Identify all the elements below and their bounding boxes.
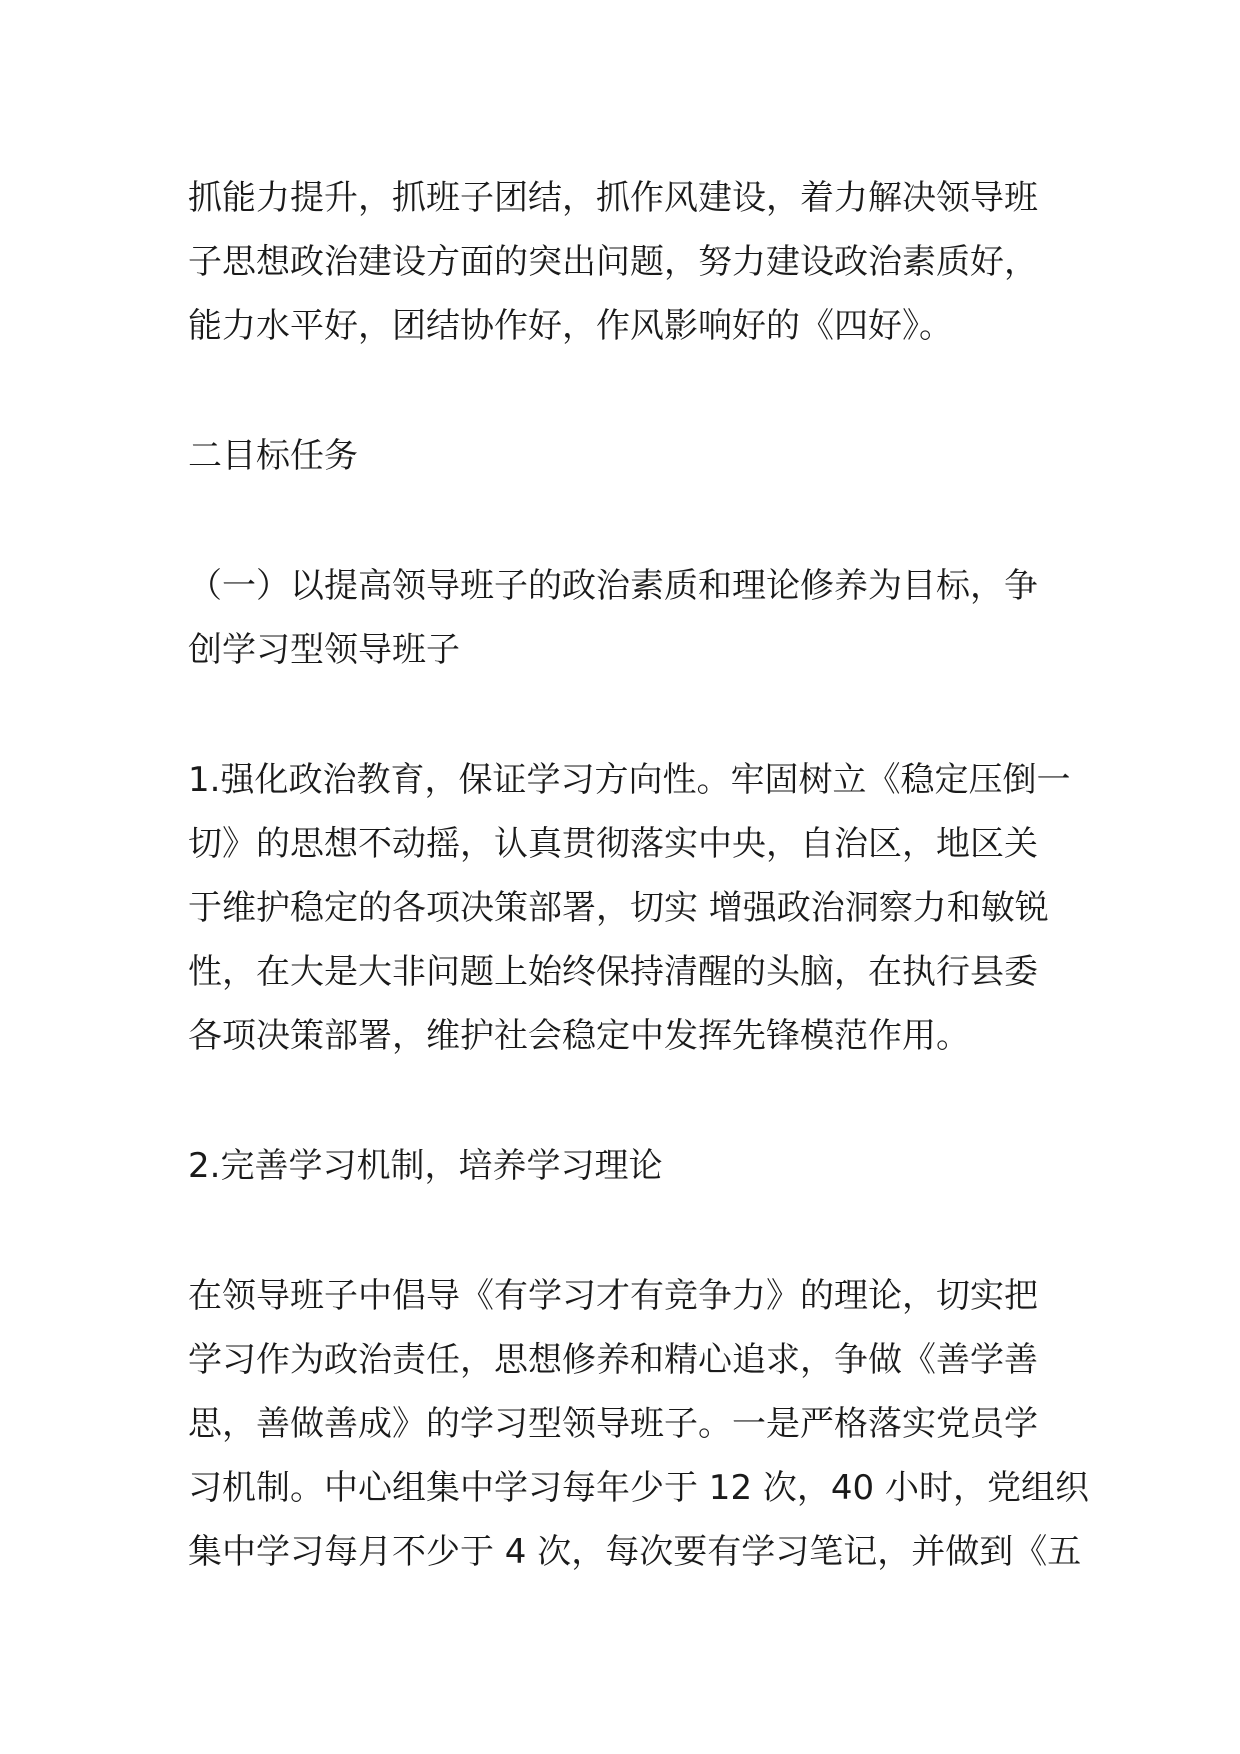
item-2-heading — [188, 1134, 1060, 1198]
item-1-paragraph — [188, 748, 1071, 1068]
text-line: 创学习型领导班子 — [188, 630, 460, 670]
document-body — [188, 166, 1089, 1584]
heading-line: 二目标任务 — [188, 436, 358, 476]
heading-line: 2.完善学习机制，培养学习理论 — [188, 1146, 663, 1186]
text-line: 习机制。中心组集中学习每年少于 12 次，40 小时，党组织 — [188, 1468, 1089, 1508]
text-line: 能力水平好，团结协作好，作风影响好的《四好》。 — [188, 306, 953, 346]
intro-paragraph — [188, 166, 1060, 358]
text-line: 子思想政治建设方面的突出问题，努力建设政治素质好， — [188, 242, 1038, 282]
text-line: 抓能力提升，抓班子团结，抓作风建设，着力解决领导班 — [188, 178, 1038, 218]
subsection-heading — [188, 554, 1060, 682]
text-line: 思，善做善成》的学习型领导班子。一是严格落实党员学 — [188, 1404, 1038, 1444]
section-heading — [188, 424, 1060, 488]
text-line: 1.强化政治教育，保证学习方向性。牢固树立《稳定压倒一 — [188, 760, 1071, 800]
text-line: 于维护稳定的各项决策部署，切实 增强政治洞察力和敏锐 — [188, 888, 1049, 928]
text-line: 学习作为政治责任，思想修养和精心追求，争做《善学善 — [188, 1340, 1038, 1380]
text-line: （一）以提高领导班子的政治素质和理论修养为目标，争 — [188, 566, 1038, 606]
text-line: 集中学习每月不少于 4 次，每次要有学习笔记，并做到《五 — [188, 1532, 1082, 1572]
text-line: 切》的思想不动摇，认真贯彻落实中央，自治区，地区关 — [188, 824, 1038, 864]
body-paragraph — [188, 1264, 1089, 1584]
text-line: 性，在大是大非问题上始终保持清醒的头脑，在执行县委 — [188, 952, 1038, 992]
text-line: 各项决策部署，维护社会稳定中发挥先锋模范作用。 — [188, 1016, 970, 1056]
text-line: 在领导班子中倡导《有学习才有竞争力》的理论，切实把 — [188, 1276, 1038, 1316]
